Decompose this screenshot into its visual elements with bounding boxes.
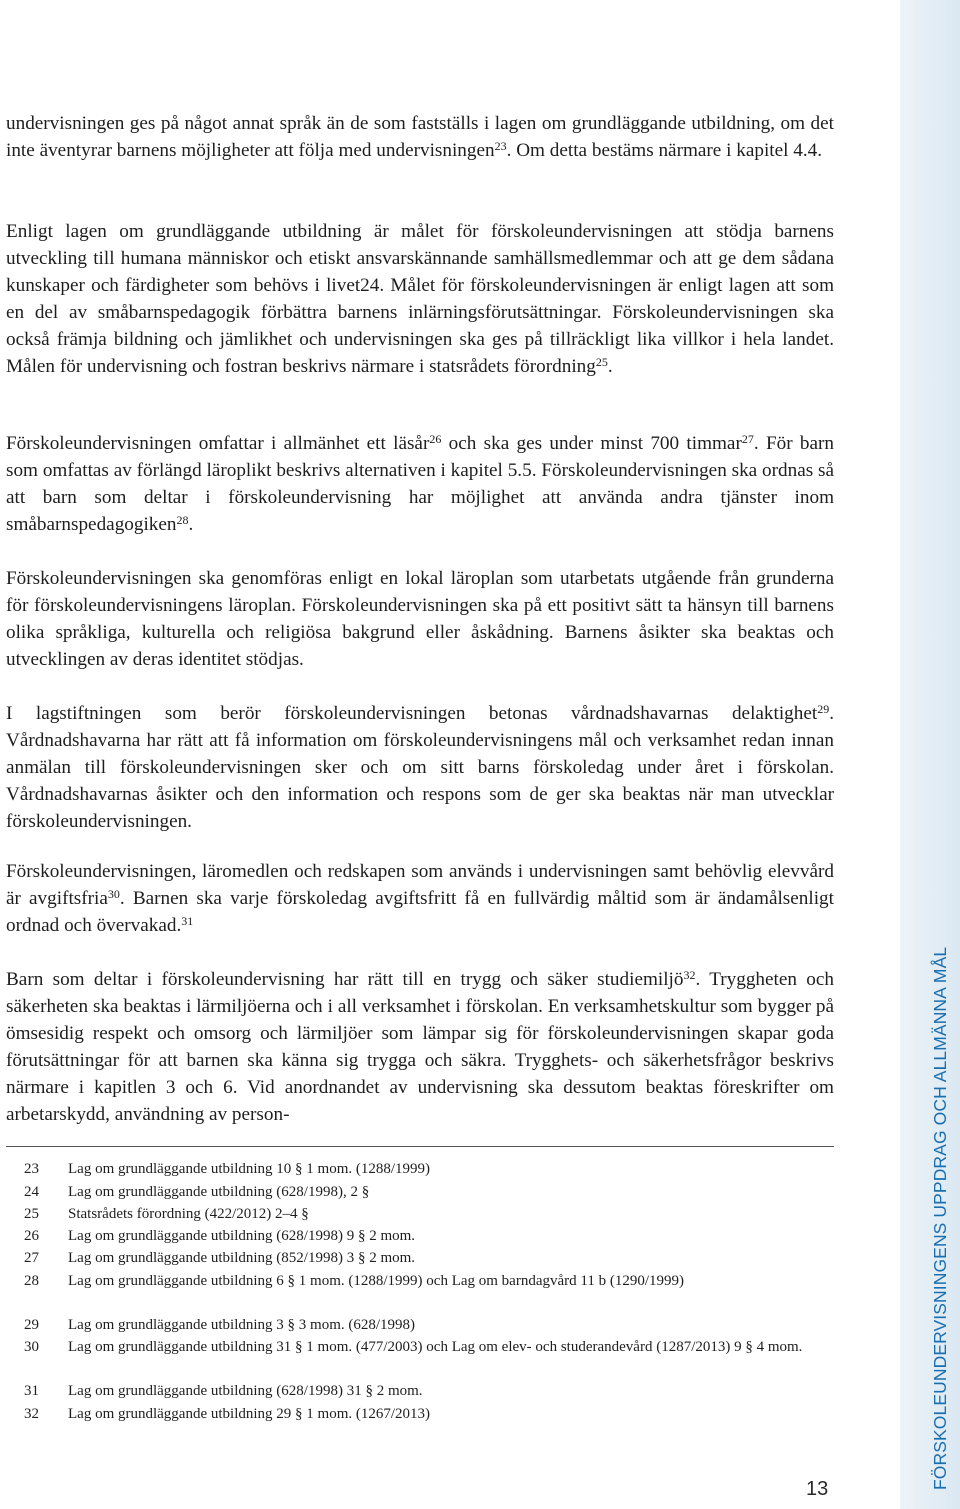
sidebar-title: FÖRSKOLEUNDERVISNINGENS UPPDRAG OCH ALLMÄNNA MÅL bbox=[930, 946, 950, 1490]
paragraph-7: Barn som deltar i förskoleundervisning har rätt till en trygg och säker studiemiljö$^{32}$. Tryggheten och säkerheten ska beaktas i lärmiljöerna och i all verksamhet i förskolan. En verksamhetskultur som bygger på ömsesidig respekt och omsorg och lärmiljöer som lämpar sig för förskoleundervisningen skapar goda förutsättningar för att barnen ska känna sig trygga och säkra. Trygghets- och säkerhetsfrågor beskrivs närmare i kapitlen 3 och 6. Vid anordnandet av undervisning ska dessutom beaktas föreskrifter om arbetarskydd, användning av person- bbox=[6, 968, 834, 1125]
footnote-divider bbox=[6, 1146, 834, 1147]
paragraph-6: Förskoleundervisningen, läromedlen och redskapen som används i undervisningen samt behövlig elevvård är avgiftsfria$^{30}$. Barnen ska varje förskoledag avgiftsfritt få en fullvärdig måltid som är ändamålsenligt ordnad och övervakad.$^{31}$ bbox=[6, 861, 834, 936]
paragraph-5: I lagstiftningen som berör förskoleundervisningen betonas vårdnadshavarnas delaktighet$^{29}$. Vårdnadshavarna har rätt att få information om förskoleundervisningens mål och verksamhet redan innan anmälan till förskoleundervisningen sker och om sitt barns förskoledag under året i förskolan. Vårdnadshavarnas åsikter och den information och respons som de ger ska beaktas när man utvecklar förskoleundervisningen. bbox=[6, 702, 834, 832]
paragraph-4: Förskoleundervisningen ska genomföras enligt en lokal läroplan som utarbetats utgående från grunderna för förskoleundervisningens läroplan. Förskoleundervisningen ska på ett positivt sätt ta hänsyn till barnens olika språkliga, kulturella och religiösa bakgrund eller åskådning. Barnens åsikter ska beaktas och utvecklingen av deras identitet stödjas. bbox=[6, 568, 834, 670]
paragraph-2: Enligt lagen om grundläggande utbildning är målet för förskoleundervisningen att stödja barnens utveckling till humana människor och etiskt ansvarskännande samhällsmedlemmar och att ge dem sådana kunskaper och färdigheter som behövs i livet24. Målet för förskoleundervisningen är enligt lagen att som en del av småbarnspedagogik förbättra barnens inlärningsförutsättningar. Förskoleundervisningen ska också främja bildning och jämlikhet och undervisningen ska ges på tillräckligt lika villkor i hela landet. Målen för undervisning och fostran beskrivs närmare i statsrådets förordning$^{25}$. bbox=[6, 221, 834, 377]
page-number: 13 bbox=[806, 1478, 829, 1500]
paragraph-3: Förskoleundervisningen omfattar i allmänhet ett läsår$^{26}$ och ska ges under minst 700 timmar$^{27}$. För barn som omfattas av förlängd läroplikt beskrivs alternativen i kapitel 5.5. Förskoleundervisningen ska ordnas så att barn som deltar i förskoleundervisning har möjlighet att använda andra tjänster inom småbarnspedagogiken$^{28}$. bbox=[6, 432, 834, 535]
paragraph-1: undervisningen ges på något annat språk än de som fastställs i lagen om grundläggande utbildning, om det inte äventyrar barnens möjligheter att följa med undervisningen$^{23}$. Om detta bestäms närmare i kapitel 4.4. bbox=[6, 113, 834, 161]
